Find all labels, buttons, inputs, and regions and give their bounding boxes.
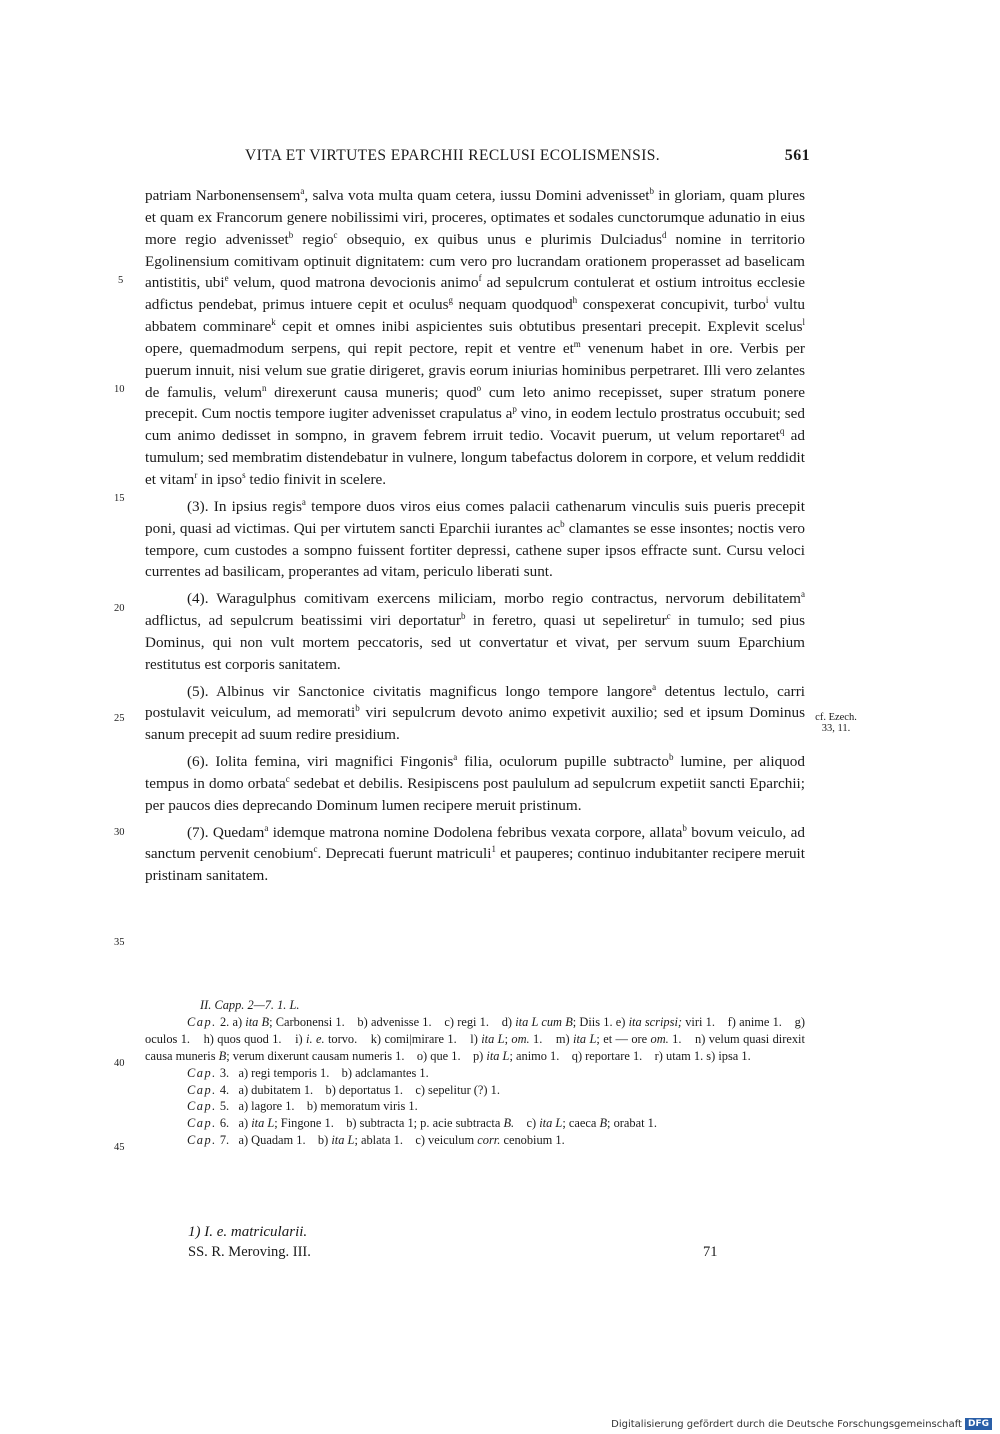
margin-reference [808,712,864,734]
paragraph-cap-3: (3). In ipsius regis$^a$ tempore duos viros eius comes palacii cathenarum vinculis suis pueris precepit poni, quasi ad victimas. Qui per virtutem sancti Eparchii iurantes $ac^b$ clamantes se esse insontes; noctis vero tempore, cum custodes a sompno fuissent fortiter depressi, cathene super ipsos effracte sunt. Cursu veloci currentes ad basilicam, properantes ad vitam, periculo liberati sunt. [145,496,805,581]
apparatus-cap-3: Cap. 3. a) regi temporis 1. b) adclamantes 1. [187,1065,429,1080]
line-number: 45 [114,1142,125,1153]
margin-reference-line: 33, 11. [821,723,851,734]
line-number: 35 [114,937,125,948]
main-text [145,185,805,887]
apparatus-cap-2: Cap. 2. a) ita B; Carbonensi 1. b) advenisse 1. c) regi 1. d) ita L cum B; Diis 1. e) ita scripsi; viri 1. f) anime 1. g) oculos 1. h) quos quod 1. i) i. e. torvo. k) comi|mirare 1. l) ita L; om. 1. m) ita L; et — ore om. 1. n) velum quasi direxit causa muneris B; verum dixerunt causam numeris 1. o) que 1. p) ita L; animo 1. q) reportare 1. r) utam 1. s) ipsa 1. [145,1014,805,1063]
paragraph-cap-2: patriam Narbonensensem$^a$, salva vota multa quam cetera, iussu Domini advenisset$^b$ in gloriam, quam plures et quam ex Francorum genere nobilissimi viri, proceres, optimates et sodales cunctorumque adunatio in eius more regio advenisset$^b$ regio$^c$ obsequio, ex quibus unus e plurimis Dulciadus$^d$ nomine in territorio Egolinensium comitivam optinuit dignitatem: cum vero pro lucrandam orationem properasset ad baselicam antistitis, ubi$^e$ velum, quod matrona devocionis animo$^f$ ad sepulcrum contulerat et ostium introitus ecclesie adfictus pendebat, primus intuere cepit et oculus$^g$ nequam quodquod$^h$ conspexerat concupivit, turbo$^i$ vultu abbatem comminare$^k$ cepit et omnes inibi aspicientes suis obtutibus presentari precepit. Explevit scelus$^l$ opere, quemadmodum serpens, qui repit pectore, repit et ventre $et^m$ venenum habet in ore. Verbis per puerum innuit, nisi velum sue gratie dirigeret, gravis eorum iniurias hominibus perpetraret. Illi vero zelantes de famulis, velum$^n$ direxerunt causa muneris; quod$^o$ cum leto animo recepisset, super stratum ponere precepit. Cum noctis tempore iugiter advenisset crapulatus $a^p$ vino, in eodem lectulo prostratus occubuit; sed cum animo dedisset in sompno, in gravem febrem irruit tedio. Vocavit puerum, ut velum reportaret$^q$ ad tumulum; sed membratim distendebatur in vulnere, longum tabefactus dolorem in corpore, et velum reddidit et vitam$^r$ in ipso$^s$ tedio finivit in scelere. [145,186,806,488]
paragraph-cap-7: (7). Quedam$^a$ idemque matrona nomine Dodolena febribus vexata corpore, allata$^b$ bovum veiculo, ad sanctum pervenit cenobium$^c$. Deprecati fuerunt matriculi$^1$ et pauperes; continuo indubitanter recipere meruit pristinam sanitatem. [145,822,805,885]
paragraph-cap-5: (5). Albinus vir Sanctonice civitatis magnificus longo tempore langore$^a$ detentus lectulo, carri postulavit veiculum, ad memorati$^b$ viri sepulcrum devoto animo expetivit auxilio; sed et ipsum Dominus sanum precepit ad suum redire presidium. [145,681,805,744]
running-title: VITA ET VIRTUTES EPARCHII RECLUSI ECOLISMENSIS. [245,147,661,164]
line-number: 40 [114,1058,125,1069]
margin-reference-line: cf. Ezech. [815,712,857,723]
line-number: 10 [114,384,125,395]
paragraph-cap-4: (4). Waragulphus comitivam exercens miliciam, morbo regio contractus, nervorum debilitatem$^a$ adflictus, ad sepulcrum beatissimi viri deportatur$^b$ in feretro, quasi ut sepeliretur$^c$ in tumulo; sed pius Dominus, qui non vult mortem peccatoris, sed ut convertatur et vivat, per servum suum Eparchium restitutus est corporis sanitatem. [145,589,805,673]
apparatus-cap-7: Cap. 7. a) Quadam 1. b) ita L; ablata 1. c) veiculum corr. cenobium 1. [187,1133,565,1148]
line-number: 15 [114,493,125,504]
digitization-note: Digitalisierung gefördert durch die Deutsche Forschungsgemeinschaft [611,1418,962,1430]
sheet-number: 71 [703,1244,718,1260]
footnote: 1) I. e. matricularii. [188,1224,308,1240]
dfg-logo: DFG [965,1418,992,1430]
digitization-footer [611,1418,992,1430]
apparatus-heading: II. Capp. 2—7. 1. L. [200,998,300,1012]
paragraph-cap-6: (6). Iolita femina, viri magnifici Fingonis$^a$ filia, oculorum pupille subtracto$^b$ lumine, per aliquod tempus in domo orbata$^c$ sedebat et debilis. Resipiscens post paululum ad sepulcrum expetiit sancti Eparchii; per paucos dies deprecando Dominum lumen recipere meruit pristinum. [145,752,805,814]
line-number: 25 [114,713,125,724]
critical-apparatus [145,997,805,1149]
signature-mark: SS. R. Meroving. III. [188,1244,311,1260]
apparatus-cap-5: Cap. 5. a) lagore 1. b) memoratum viris 1. [187,1099,418,1114]
line-number: 20 [114,603,125,614]
line-number: 30 [114,827,125,838]
apparatus-cap-4: Cap. 4. a) dubitatem 1. b) deportatus 1. c) sepelitur (?) 1. [187,1082,500,1097]
apparatus-cap-6: Cap. 6. a) ita L; Fingone 1. b) subtracta 1; p. acie subtracta B. c) ita L; caeca B; orabat 1. [187,1116,657,1131]
page-number: 561 [784,147,810,164]
line-number: 5 [118,275,124,286]
